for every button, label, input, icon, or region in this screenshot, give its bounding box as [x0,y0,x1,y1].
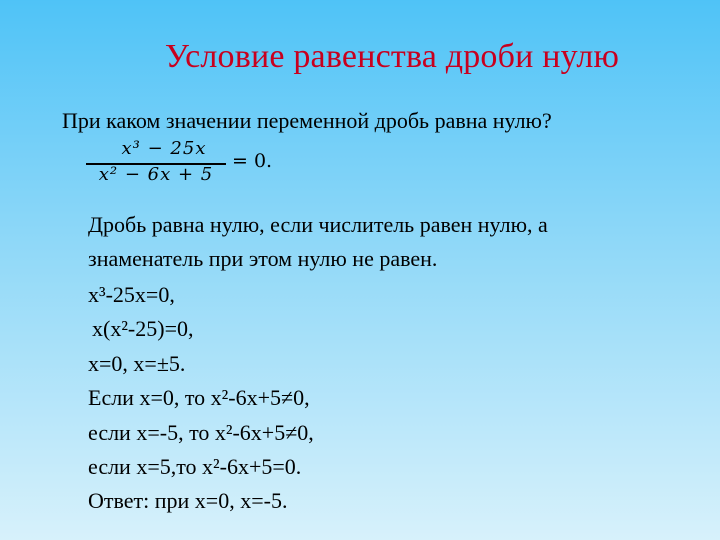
solution-line: Дробь равна нулю, если числитель равен нулю, а [88,212,548,237]
fraction-numerator: x³ − 25x [121,138,207,159]
solution-line: если x=-5, то x²-6x+5≠0, [88,420,314,445]
fraction-formula [86,138,306,190]
fraction-denominator: x² − 6x + 5 [98,164,214,185]
solution-line: знаменатель при этом нулю не равен. [88,246,438,271]
solution-line: Если x=0, то x²-6x+5≠0, [88,385,310,410]
fraction-equals: = 0. [232,150,273,172]
solution-line: x=0, x=±5. [88,351,186,376]
solution-line: x³-25x=0, [88,282,175,307]
slide-title: Условие равенства дроби нулю [164,38,620,75]
solution-line: x(x²-25)=0, [92,316,194,341]
solution-line: Ответ: при x=0, x=-5. [88,488,288,513]
question-text: При каком значении переменной дробь равна нулю? [62,108,552,133]
solution-line: если x=5,то x²-6x+5=0. [88,454,302,479]
